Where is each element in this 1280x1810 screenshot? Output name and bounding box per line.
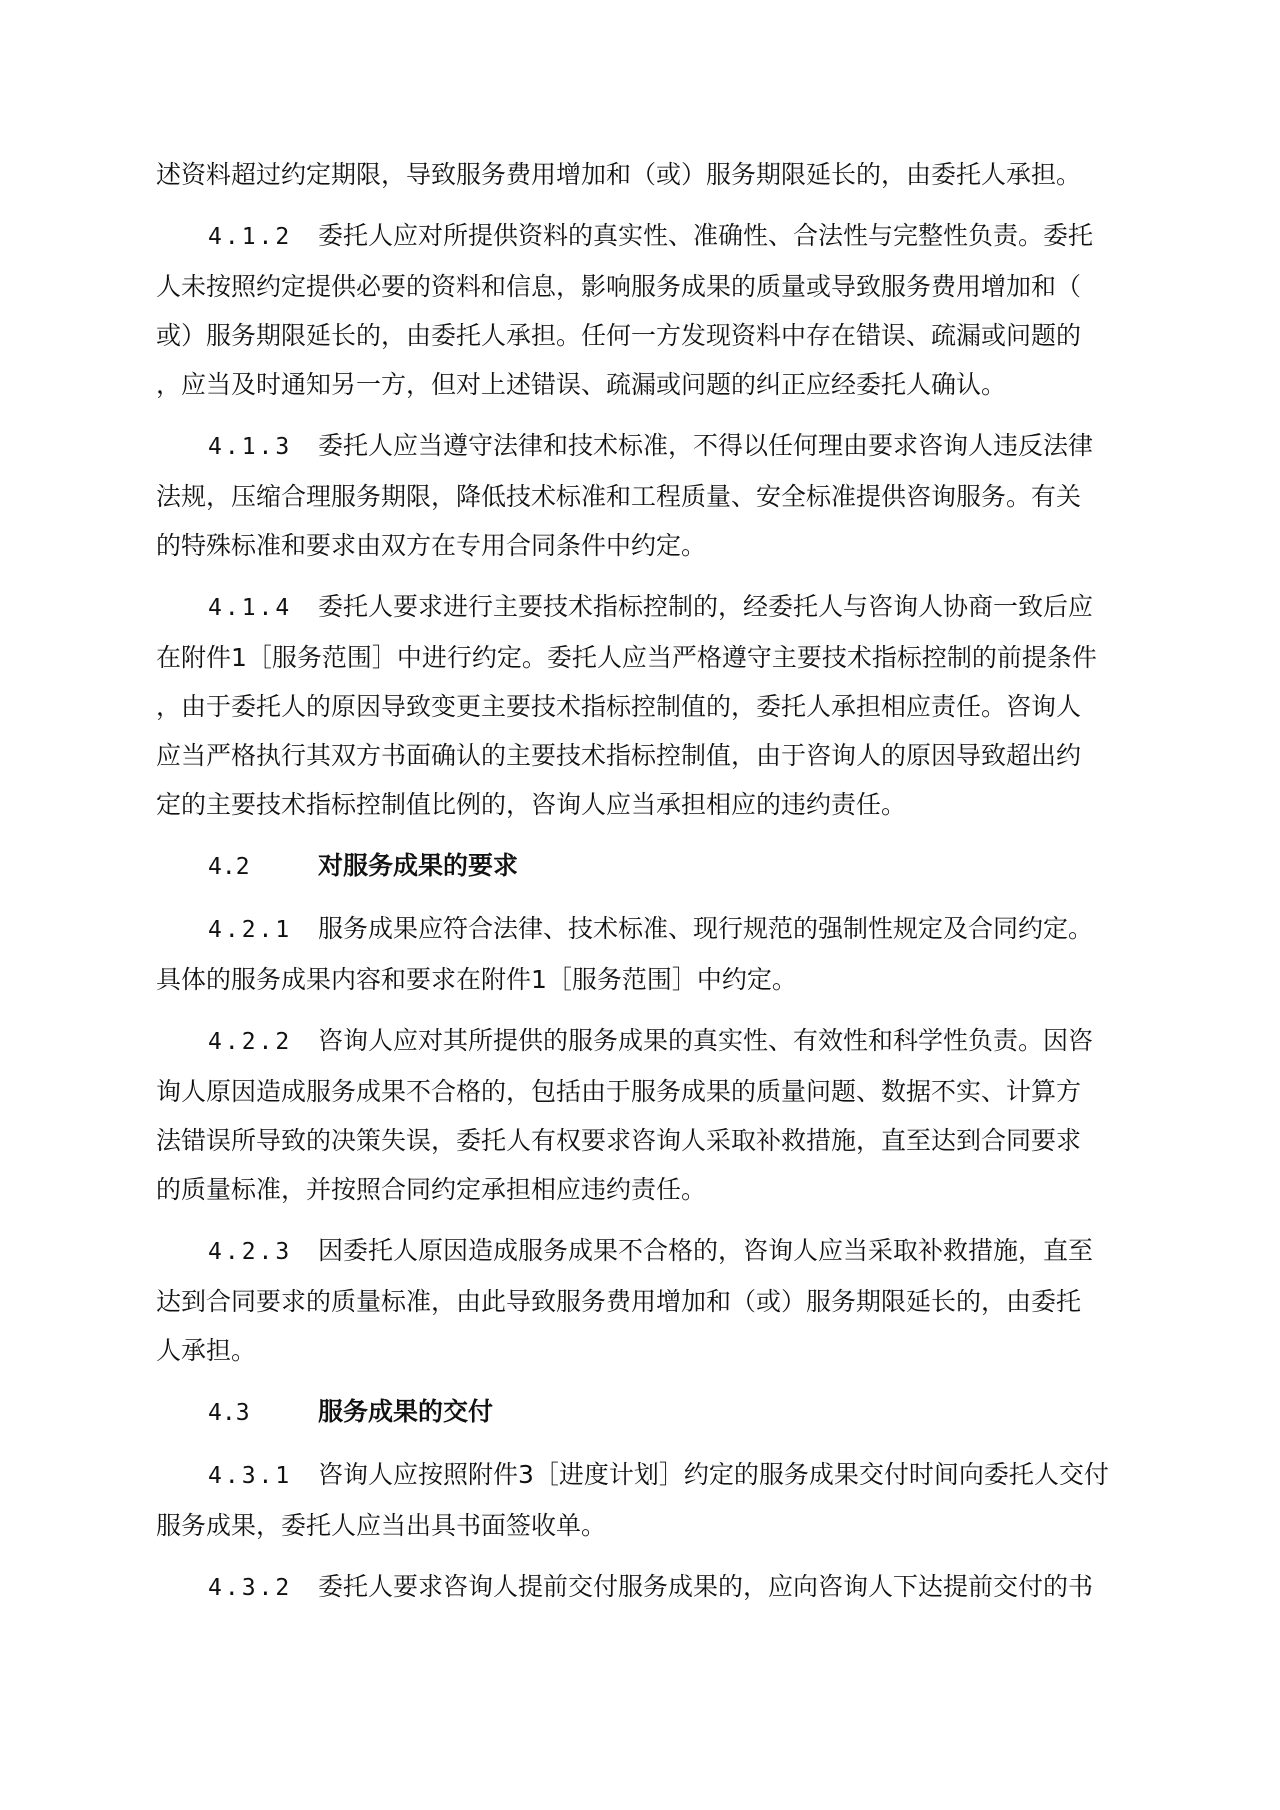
line-text: 的特殊标准和要求由双方在专用合同条件中约定。 (156, 531, 707, 560)
text-line (156, 1501, 1128, 1550)
clause-paragraph (156, 1450, 1128, 1550)
text-line (156, 904, 1128, 955)
text-line (156, 1165, 1128, 1214)
clause-number: 4.3.2 (208, 1575, 293, 1601)
section-heading (156, 1387, 1128, 1438)
clause-number: 4.1.2 (208, 224, 293, 250)
text-line (156, 211, 1128, 262)
document-body (156, 150, 1128, 1613)
text-line (156, 731, 1128, 780)
clause-number: 4.2.1 (208, 917, 293, 943)
clause-paragraph (156, 904, 1128, 1004)
clause-paragraph (156, 421, 1128, 570)
text-line (156, 1326, 1128, 1375)
line-text: 具体的服务成果内容和要求在附件1［服务范围］中约定。 (156, 965, 797, 994)
clause-paragraph (156, 211, 1128, 409)
text-line (156, 421, 1128, 472)
line-text: 定的主要技术指标控制值比例的，咨询人应当承担相应的违约责任。 (156, 790, 907, 819)
line-text: 委托人应对所提供资料的真实性、准确性、合法性与完整性负责。委托 (318, 221, 1094, 250)
clause-number: 4.3 (208, 1400, 250, 1426)
line-text: 述资料超过约定期限，导致服务费用增加和（或）服务期限延长的，由委托人承担。 (156, 160, 1082, 189)
clause-paragraph (156, 1016, 1128, 1214)
line-text: 委托人要求进行主要技术指标控制的，经委托人与咨询人协商一致后应 (318, 592, 1094, 621)
line-text: 在附件1［服务范围］中进行约定。委托人应当严格遵守主要技术指标控制的前提条件 (156, 643, 1097, 672)
section-heading (156, 841, 1128, 892)
line-text: 法规，压缩合理服务期限，降低技术标准和工程质量、安全标准提供咨询服务。有关 (156, 482, 1082, 511)
clause-number: 4.2.2 (208, 1029, 293, 1055)
clause-number: 4.1.4 (208, 595, 293, 621)
text-line (156, 1067, 1128, 1116)
text-line (156, 1016, 1128, 1067)
clause-number: 4.3.1 (208, 1463, 293, 1489)
line-text: 人未按照约定提供必要的资料和信息，影响服务成果的质量或导致服务费用增加和（ (156, 272, 1082, 301)
line-text: ，由于委托人的原因导致变更主要技术指标控制值的，委托人承担相应责任。咨询人 (156, 692, 1082, 721)
clause-number: 4.2.3 (208, 1239, 293, 1265)
line-text: 咨询人应按照附件3［进度计划］约定的服务成果交付时间向委托人交付 (318, 1460, 1109, 1489)
line-text: 或）服务期限延长的，由委托人承担。任何一方发现资料中存在错误、疏漏或问题的 (156, 321, 1082, 350)
text-line (156, 780, 1128, 829)
text-line (156, 1450, 1128, 1501)
clause-number: 4.2 (208, 854, 250, 880)
line-text: 服务成果应符合法律、技术标准、现行规范的强制性规定及合同约定。 (318, 914, 1094, 943)
line-text: 服务成果的交付 (318, 1397, 494, 1426)
line-text: 委托人应当遵守法律和技术标准，不得以任何理由要求咨询人违反法律 (318, 431, 1094, 460)
clause-paragraph (156, 150, 1128, 199)
text-line (156, 841, 1128, 892)
text-line (156, 150, 1128, 199)
line-text: ，应当及时通知另一方，但对上述错误、疏漏或问题的纠正应经委托人确认。 (156, 370, 1007, 399)
line-text: 委托人要求咨询人提前交付服务成果的，应向咨询人下达提前交付的书 (318, 1572, 1094, 1601)
line-text: 咨询人应对其所提供的服务成果的真实性、有效性和科学性负责。因咨 (318, 1026, 1094, 1055)
line-text: 因委托人原因造成服务成果不合格的，咨询人应当采取补救措施，直至 (318, 1236, 1094, 1265)
line-text: 法错误所导致的决策失误，委托人有权要求咨询人采取补救措施，直至达到合同要求 (156, 1126, 1082, 1155)
text-line (156, 682, 1128, 731)
text-line (156, 360, 1128, 409)
clause-paragraph (156, 1226, 1128, 1375)
text-line (156, 1116, 1128, 1165)
text-line (156, 1562, 1128, 1613)
clause-number: 4.1.3 (208, 434, 293, 460)
line-text: 达到合同要求的质量标准，由此导致服务费用增加和（或）服务期限延长的，由委托 (156, 1287, 1082, 1316)
text-line (156, 311, 1128, 360)
line-text: 对服务成果的要求 (318, 851, 519, 880)
text-line (156, 1387, 1128, 1438)
text-line (156, 1277, 1128, 1326)
text-line (156, 472, 1128, 521)
text-line (156, 582, 1128, 633)
line-text: 应当严格执行其双方书面确认的主要技术指标控制值，由于咨询人的原因导致超出约 (156, 741, 1082, 770)
line-text: 询人原因造成服务成果不合格的，包括由于服务成果的质量问题、数据不实、计算方 (156, 1077, 1082, 1106)
text-line (156, 1226, 1128, 1277)
clause-paragraph (156, 1562, 1128, 1613)
text-line (156, 633, 1128, 682)
line-text: 人承担。 (156, 1336, 257, 1365)
line-text: 服务成果，委托人应当出具书面签收单。 (156, 1511, 607, 1540)
clause-paragraph (156, 582, 1128, 829)
text-line (156, 955, 1128, 1004)
text-line (156, 521, 1128, 570)
text-line (156, 262, 1128, 311)
line-text: 的质量标准，并按照合同约定承担相应违约责任。 (156, 1175, 707, 1204)
